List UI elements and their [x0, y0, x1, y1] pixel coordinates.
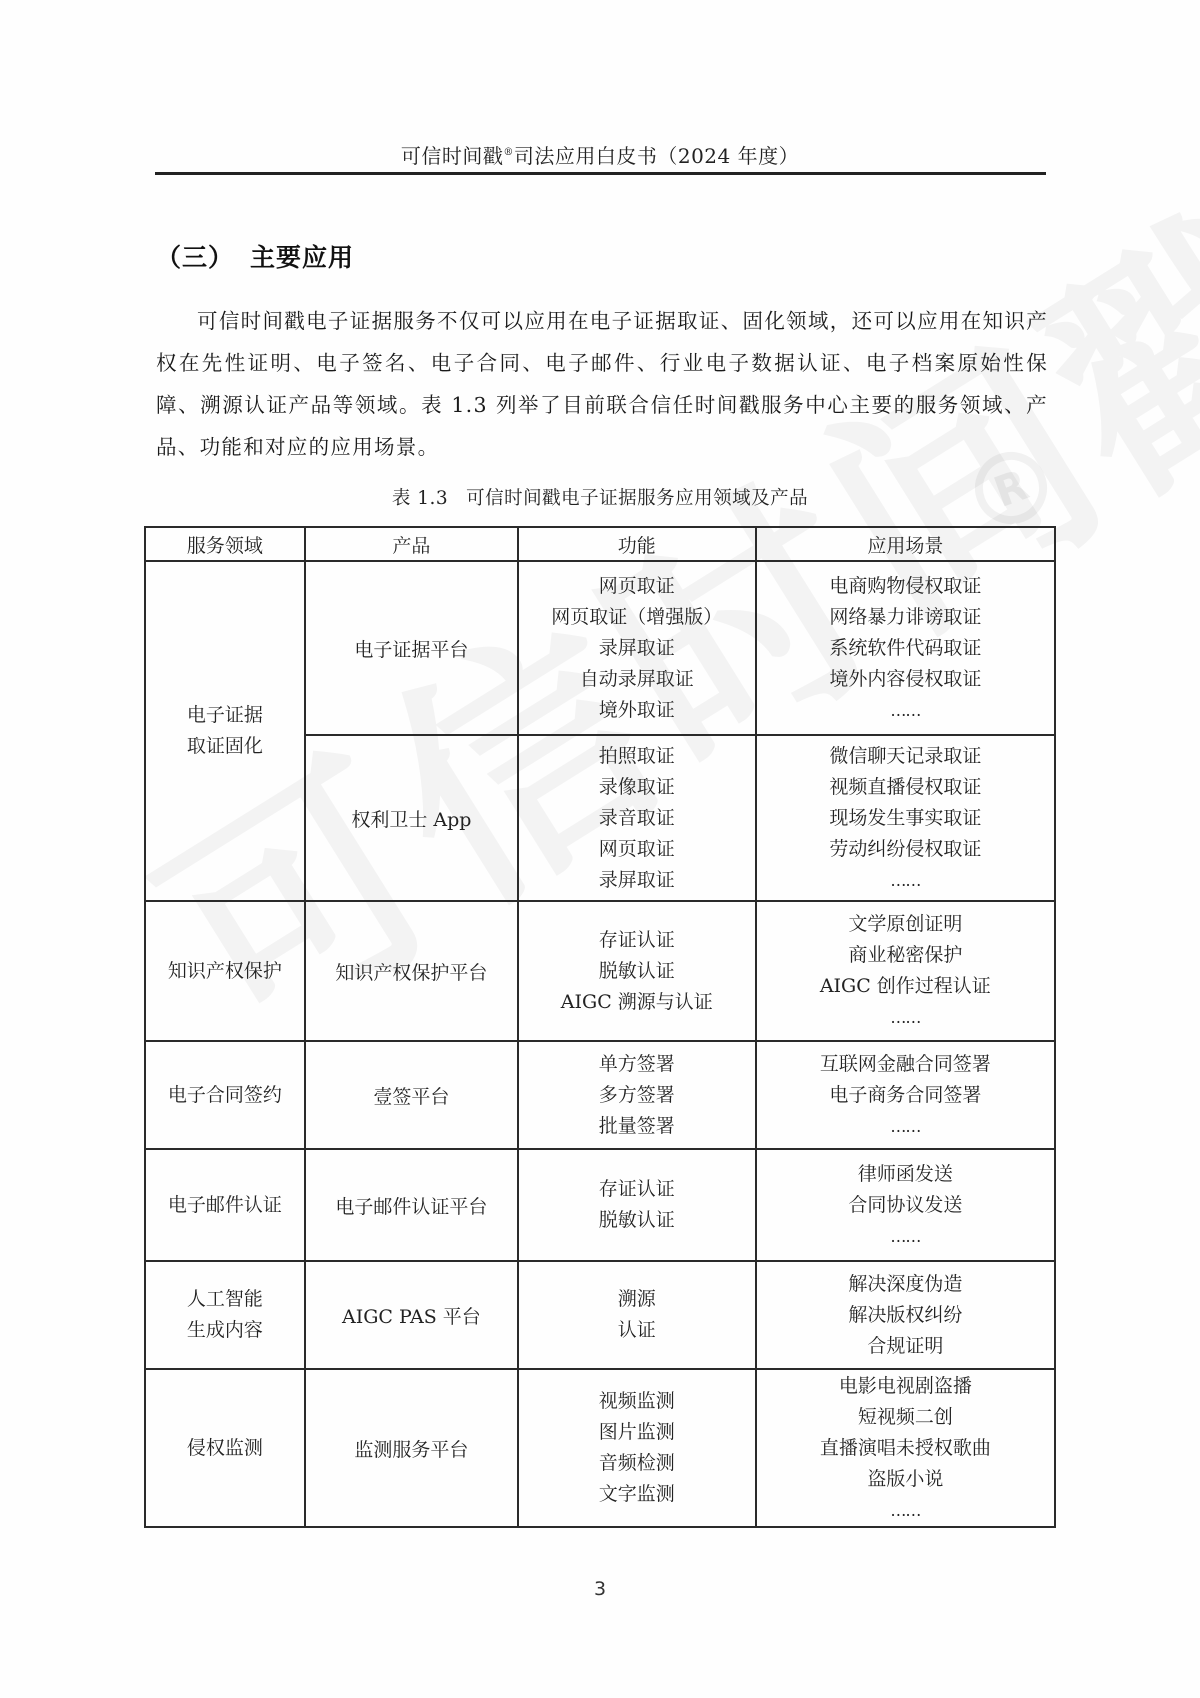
- function-item: 网页取证: [598, 837, 675, 860]
- function-item: 多方签署: [598, 1083, 675, 1106]
- cell-functions: [518, 735, 756, 901]
- scenario-item: 劳动纠纷侵权取证: [829, 837, 982, 860]
- product-name: 电子邮件认证平台: [335, 1195, 488, 1218]
- cell-functions: [518, 1041, 756, 1149]
- domain-line: 人工智能: [186, 1288, 263, 1310]
- scenario-item: 直播演唱未授权歌曲: [819, 1436, 991, 1459]
- product-name: 壹签平台: [373, 1085, 450, 1108]
- header-title-part2: 司法应用白皮书（2024 年度）: [513, 144, 800, 168]
- function-item: 自动录屏取证: [579, 667, 694, 690]
- table-row: [145, 901, 1055, 1041]
- function-item: 视频监测: [598, 1390, 675, 1412]
- scenario-item: 盗版小说: [867, 1467, 944, 1490]
- cell-product: [305, 561, 518, 735]
- cell-product: [305, 735, 518, 901]
- table-number: 表 1.3: [391, 488, 449, 509]
- scenario-item: ……: [890, 700, 921, 720]
- scenario-item: 文学原创证明: [848, 913, 963, 935]
- function-item: 认证: [617, 1319, 656, 1341]
- scenario-item: ……: [890, 1116, 921, 1136]
- function-item: 录音取证: [598, 806, 675, 829]
- table-caption: [144, 484, 1056, 510]
- function-item: 拍照取证: [598, 744, 675, 767]
- scenario-item: 网络暴力诽谤取证: [829, 605, 982, 628]
- function-item: 存证认证: [598, 1178, 675, 1200]
- service-domains-table: [144, 526, 1056, 1528]
- function-item: 音频检测: [598, 1452, 675, 1474]
- cell-service-domain: [145, 1041, 305, 1149]
- scenario-item: ……: [890, 1500, 921, 1520]
- function-item: 境外取证: [598, 698, 675, 721]
- scenario-item: 电影电视剧盗播: [838, 1374, 972, 1397]
- product-name: AIGC PAS 平台: [341, 1305, 481, 1328]
- scenario-item: ……: [890, 1226, 921, 1246]
- cell-scenarios: [756, 1041, 1055, 1149]
- function-item: 网页取证: [598, 574, 675, 597]
- scenario-item: 解决深度伪造: [848, 1272, 963, 1295]
- domain-line: 电子合同签约: [167, 1083, 282, 1106]
- section-heading: [156, 238, 354, 274]
- product-name: 知识产权保护平台: [335, 961, 488, 984]
- cell-service-domain: [145, 1149, 305, 1261]
- function-item: 存证认证: [598, 928, 675, 951]
- cell-product: [305, 1041, 518, 1149]
- cell-service-domain: [145, 1261, 305, 1369]
- domain-line: 电子邮件认证: [167, 1193, 282, 1216]
- cell-scenarios: [756, 1261, 1055, 1369]
- function-item: 单方签署: [598, 1052, 675, 1075]
- scenario-item: 现场发生事实取证: [829, 806, 982, 829]
- table-body: [145, 561, 1055, 1527]
- scenario-item: ……: [890, 870, 921, 890]
- column-header-product: 产品: [305, 527, 518, 561]
- cell-product: [305, 901, 518, 1041]
- section-title: 主要应用: [250, 243, 355, 272]
- scenario-item: 互联网金融合同签署: [819, 1052, 991, 1075]
- scenario-item: 微信聊天记录取证: [829, 744, 982, 767]
- cell-product: [305, 1149, 518, 1261]
- registered-trademark-icon: ®: [503, 147, 514, 158]
- function-item: 脱敏认证: [598, 959, 675, 982]
- column-header-domain: 服务领域: [145, 527, 305, 561]
- cell-functions: [518, 901, 756, 1041]
- function-item: 图片监测: [598, 1421, 675, 1443]
- function-item: 脱敏认证: [598, 1209, 675, 1231]
- product-name: 权利卫士 App: [351, 808, 472, 831]
- scenario-item: AIGC 创作过程认证: [819, 975, 991, 997]
- product-name: 监测服务平台: [354, 1438, 469, 1461]
- scenario-item: ……: [890, 1008, 921, 1027]
- domain-line: 取证固化: [186, 735, 263, 757]
- function-item: AIGC 溯源与认证: [560, 990, 713, 1013]
- product-name: 电子证据平台: [354, 638, 469, 661]
- scenario-item: 商业秘密保护: [848, 944, 963, 966]
- function-item: 录屏取证: [598, 868, 675, 891]
- cell-service-domain: [145, 901, 305, 1041]
- table-header-row: [145, 527, 1055, 561]
- scenario-item: 合规证明: [867, 1334, 944, 1357]
- cell-product: [305, 1261, 518, 1369]
- domain-line: 侵权监测: [186, 1436, 263, 1459]
- cell-scenarios: [756, 1149, 1055, 1261]
- header-title-part1: 可信时间戳: [400, 144, 504, 168]
- function-item: 录像取证: [598, 775, 675, 798]
- running-header: [155, 140, 1045, 169]
- function-item: 网页取证（增强版）: [551, 605, 723, 628]
- table-row: [145, 1369, 1055, 1527]
- table-row: [145, 1261, 1055, 1369]
- scenario-item: 律师函发送: [857, 1162, 953, 1185]
- header-divider: [155, 172, 1046, 175]
- cell-product: [305, 1369, 518, 1527]
- scenario-item: 短视频二创: [857, 1405, 953, 1428]
- domain-line: 知识产权保护: [167, 959, 282, 982]
- scenario-item: 系统软件代码取证: [829, 636, 982, 659]
- table-title: 可信时间戳电子证据服务应用领域及产品: [466, 488, 809, 509]
- scenario-item: 境外内容侵权取证: [829, 667, 982, 690]
- scenario-item: 视频直播侵权取证: [829, 775, 982, 798]
- section-number: （三）: [156, 243, 235, 272]
- cell-functions: [518, 1149, 756, 1261]
- cell-scenarios: [756, 735, 1055, 901]
- scenario-item: 合同协议发送: [848, 1193, 963, 1216]
- cell-service-domain: [145, 561, 305, 901]
- function-item: 录屏取证: [598, 636, 675, 659]
- column-header-function: 功能: [518, 527, 756, 561]
- domain-line: 生成内容: [186, 1319, 263, 1341]
- scenario-item: 电子商务合同签署: [829, 1083, 982, 1106]
- registered-mark-watermark-icon: R: [965, 442, 1057, 534]
- cell-functions: [518, 1261, 756, 1369]
- function-item: 批量签署: [598, 1114, 675, 1137]
- cell-functions: [518, 561, 756, 735]
- page-number: 3: [593, 1578, 607, 1600]
- scenario-item: 解决版权纠纷: [848, 1303, 963, 1326]
- table-row: [145, 1149, 1055, 1261]
- cell-scenarios: [756, 901, 1055, 1041]
- scenario-item: 电商购物侵权取证: [829, 574, 982, 597]
- table-row: [145, 1041, 1055, 1149]
- cell-scenarios: [756, 561, 1055, 735]
- cell-service-domain: [145, 1369, 305, 1527]
- body-paragraph: 可信时间戳电子证据服务不仅可以应用在电子证据取证、固化领域，还可以应用在知识产权在先性证明、电子签名、电子合同、电子邮件、行业电子数据认证、电子档案原始性保障、溯源认证产品等领域。表 1.3 列举了目前联合信任时间戳服务中心主要的服务领域、产品、功能和对应的应用场景。: [156, 309, 1048, 459]
- column-header-scenario: 应用场景: [756, 527, 1055, 561]
- table-row: [145, 561, 1055, 735]
- cell-functions: [518, 1369, 756, 1527]
- domain-line: 电子证据: [186, 704, 263, 726]
- cell-scenarios: [756, 1369, 1055, 1527]
- function-item: 溯源: [617, 1288, 656, 1310]
- function-item: 文字监测: [598, 1483, 675, 1505]
